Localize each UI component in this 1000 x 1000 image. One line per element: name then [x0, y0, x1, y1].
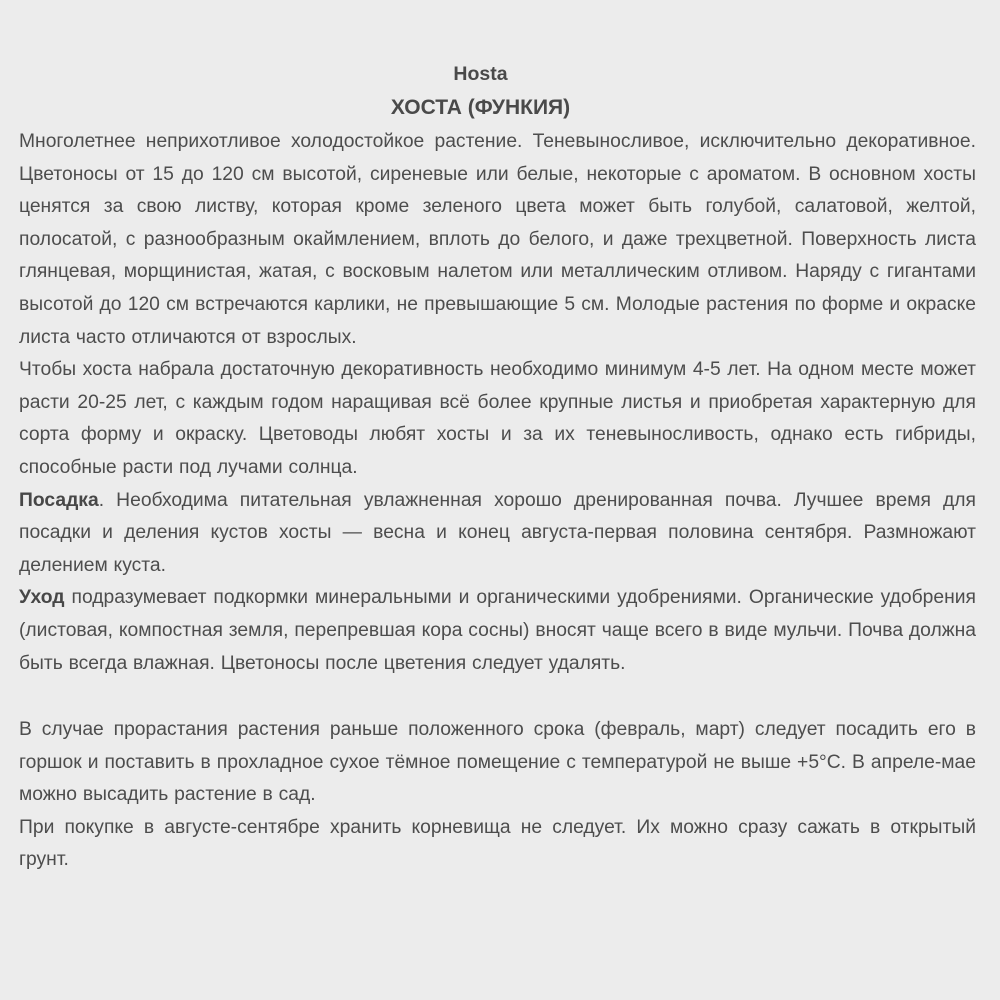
care-text: подразумевает подкормки минеральными и органическими удобрениями. Органические удобрения (листовая, компостная земля, перепревшая кора сосны) вносят чаще всего в виде мульчи. Почва должна быть всегда влажная. Цветоносы после цветения следует удалять.: [19, 587, 976, 674]
care-paragraph: [19, 582, 976, 680]
care-term: Уход: [19, 587, 65, 609]
planting-term: Посадка: [19, 489, 99, 511]
latin-title: Hosta: [453, 63, 508, 85]
early-sprouting-paragraph: В случае прорастания растения раньше положенного срока (февраль, март) следует посадить его в горшок и поставить в прохладное сухое тёмное помещение с температурой не выше +5°C. В апреле-мае можно высадить растение в сад.: [19, 719, 976, 806]
paragraph-gap: [19, 680, 976, 714]
intro-paragraph: Многолетнее неприхотливое холодостойкое растение. Теневыносливое, исключительно декоративное. Цветоносы от 15 до 120 см высотой, сиреневые или белые, некоторые с ароматом. В основном хосты ценятся за свою листву, которая кроме зеленого цвета может быть голубой, салатовой, желтой, полосатой, с разнообразным окаймлением, вплоть до белого, и даже трехцветной. Поверхность листа глянцевая, морщинистая, жатая, с восковым налетом или металлическим отливом. Наряду с гигантами высотой до 120 см встречаются карлики, не превышающие 5 см. Молодые растения по форме и окраске листа часто отличаются от взрослых.: [19, 131, 976, 348]
header: [0, 56, 976, 124]
decorative-paragraph: Чтобы хоста набрала достаточную декоративность необходимо минимум 4-5 лет. На одном месте может расти 20-25 лет, с каждым годом наращивая всё более крупные листья и приобретая характерную для сорта форму и окраску. Цветоводы любят хосты и за их теневыносливость, однако есть гибриды, способные расти под лучами солнца.: [19, 359, 976, 478]
purchase-paragraph: При покупке в августе-сентябре хранить корневища не следует. Их можно сразу сажать в открытый грунт.: [19, 816, 976, 871]
planting-paragraph: [19, 485, 976, 583]
page-title: ХОСТА (ФУНКИЯ): [390, 96, 571, 119]
planting-text: . Необходима питательная увлажненная хорошо дренированная почва. Лучшее время для посадки и деления кустов хосты — весна и конец августа-первая половина сентября. Размножают делением куста.: [19, 489, 976, 576]
